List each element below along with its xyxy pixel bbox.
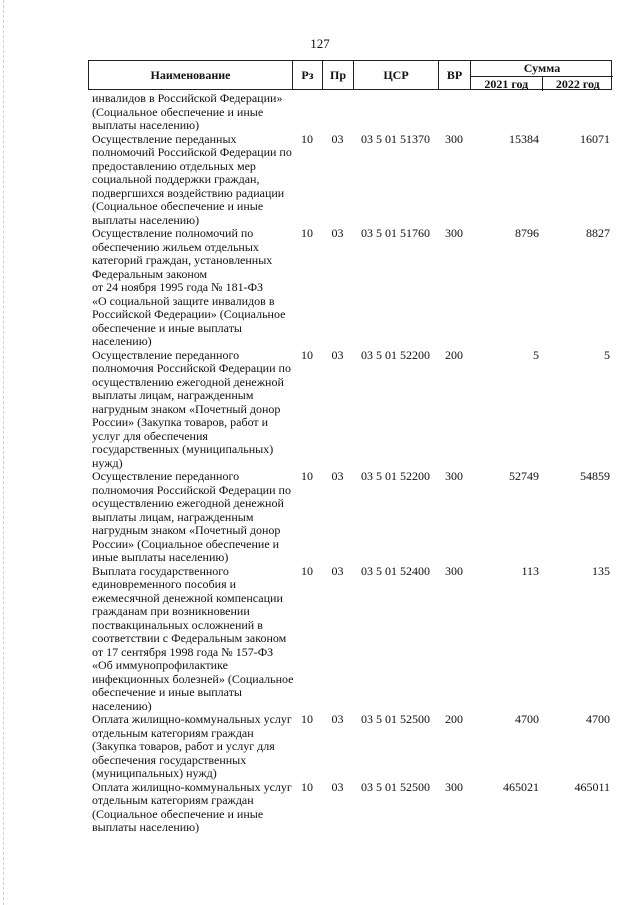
row-name-line: выплаты лицам, награжденным bbox=[92, 388, 254, 402]
row-sum-2021: 52749 bbox=[509, 469, 539, 483]
row-name-line: (муниципальных) нужд) bbox=[92, 766, 217, 780]
row-name-line: полномочия Российской Федерации по bbox=[92, 482, 291, 497]
row-name-line: гражданам при возникновении bbox=[92, 604, 250, 618]
row-name-line: выплаты населению) bbox=[92, 820, 200, 834]
table-row bbox=[92, 565, 612, 714]
table-body bbox=[92, 92, 612, 835]
row-name-line: «Об иммунопрофилактике bbox=[92, 658, 228, 672]
row-rz: 10 bbox=[301, 226, 313, 240]
row-name-line: населению) bbox=[92, 334, 152, 348]
row-name-line: полномочия Российской Федерации по bbox=[92, 361, 291, 375]
row-name-line: Осуществление переданного bbox=[92, 469, 240, 483]
row-vr: 200 bbox=[445, 347, 463, 362]
header-years bbox=[471, 77, 613, 91]
row-name-line: Осуществление переданных bbox=[92, 131, 237, 146]
row-csr: 03 5 01 52500 bbox=[361, 712, 430, 726]
row-name-line: отдельным категориям граждан bbox=[92, 793, 254, 807]
row-name-line: (Закупка товаров, работ и услуг для bbox=[92, 739, 275, 753]
row-name-line: обеспечение и иные выплаты bbox=[92, 685, 242, 699]
row-csr: 03 5 01 51370 bbox=[361, 131, 430, 146]
row-sum-2021: 8796 bbox=[515, 226, 539, 240]
row-name-line: от 17 сентября 1998 года № 157-ФЗ bbox=[92, 644, 274, 659]
row-name-line: Оплата жилищно-коммунальных услуг bbox=[92, 712, 292, 726]
row-rz: 10 bbox=[301, 712, 313, 726]
table-row bbox=[92, 133, 612, 228]
header-pr: Пр bbox=[323, 61, 354, 89]
row-sum-2021: 4700 bbox=[515, 712, 539, 726]
row-sum-2021: 5 bbox=[533, 347, 539, 362]
row-name-line: инвалидов в Российской Федерации» bbox=[92, 91, 283, 105]
row-sum-2022: 5 bbox=[604, 347, 610, 362]
row-pr: 03 bbox=[331, 779, 344, 794]
header-rz: Рз bbox=[293, 61, 323, 89]
row-name-line: услуг для обеспечения bbox=[92, 428, 208, 443]
row-vr: 300 bbox=[445, 131, 463, 146]
table-row bbox=[92, 470, 612, 565]
header-year-2022: 2022 год bbox=[542, 77, 614, 91]
row-name-line: государственных (муниципальных) bbox=[92, 442, 274, 456]
row-name-line: «О социальной защите инвалидов в bbox=[92, 293, 275, 308]
row-pr: 03 bbox=[331, 347, 344, 362]
row-name-line: нагрудным знаком «Почетный донор bbox=[92, 523, 281, 537]
row-rz: 10 bbox=[301, 779, 313, 794]
row-name-line: единовременного пособия и bbox=[92, 577, 237, 591]
row-name bbox=[92, 470, 292, 565]
row-name-line: инфекционных болезней» (Социальное bbox=[92, 671, 294, 686]
row-name-line: поствакцинальных осложнений в bbox=[92, 617, 263, 632]
row-vr: 200 bbox=[445, 712, 463, 726]
row-pr: 03 bbox=[331, 563, 344, 578]
row-name bbox=[92, 227, 292, 349]
table-row bbox=[92, 92, 612, 133]
table-row bbox=[92, 349, 612, 471]
row-name-line: Выплата государственного bbox=[92, 563, 229, 578]
row-name bbox=[92, 565, 292, 714]
row-name-line: обеспечение и иные выплаты bbox=[92, 320, 242, 335]
row-name-line: выплаты населению) bbox=[92, 212, 200, 227]
row-pr: 03 bbox=[331, 226, 344, 240]
header-year-2021: 2021 год bbox=[484, 77, 529, 91]
row-name bbox=[92, 781, 292, 835]
row-vr: 300 bbox=[445, 779, 463, 794]
row-pr: 03 bbox=[331, 712, 344, 726]
row-rz: 10 bbox=[301, 347, 313, 362]
row-sum-2022: 4700 bbox=[586, 712, 610, 726]
table-row bbox=[92, 713, 612, 781]
header-sum-group bbox=[471, 61, 613, 89]
row-name-line: подвергшихся воздействию радиации bbox=[92, 185, 285, 200]
row-name-line: (Социальное обеспечение и иные bbox=[92, 199, 264, 213]
row-name bbox=[92, 713, 292, 781]
row-name-line: отдельным категориям граждан bbox=[92, 725, 254, 740]
row-name-line: обеспечения государственных bbox=[92, 752, 247, 767]
row-name bbox=[92, 349, 292, 471]
row-name-line: Оплата жилищно-коммунальных услуг bbox=[92, 779, 292, 794]
row-name-line: Осуществление переданного bbox=[92, 347, 240, 362]
row-name-line: от 24 ноября 1995 года № 181-ФЗ bbox=[92, 280, 264, 294]
row-pr: 03 bbox=[331, 469, 344, 483]
row-rz: 10 bbox=[301, 131, 313, 146]
row-sum-2021: 113 bbox=[521, 563, 539, 578]
row-sum-2022: 8827 bbox=[586, 226, 610, 240]
row-name bbox=[92, 133, 292, 228]
row-name-line: России» (Социальное обеспечение и bbox=[92, 536, 280, 551]
header-name: Наименование bbox=[89, 61, 293, 89]
row-name-line: населению) bbox=[92, 698, 152, 713]
row-name-line: (Социальное обеспечение и иные bbox=[92, 806, 264, 821]
page-number: 127 bbox=[310, 36, 330, 51]
row-sum-2022: 135 bbox=[592, 563, 610, 578]
row-name-line: полномочий Российской Федерации по bbox=[92, 145, 292, 159]
header-sum: Сумма bbox=[471, 61, 613, 77]
header-csr: ЦСР bbox=[354, 61, 439, 89]
row-sum-2022: 465011 bbox=[574, 779, 610, 794]
row-name-line: Российской Федерации» (Социальное bbox=[92, 307, 286, 321]
row-vr: 300 bbox=[445, 226, 463, 240]
row-name-line: выплаты лицам, награжденным bbox=[92, 509, 254, 524]
row-csr: 03 5 01 52500 bbox=[361, 779, 430, 794]
row-name-line: (Социальное обеспечение и иные bbox=[92, 104, 264, 119]
row-name-line: иные выплаты населению) bbox=[92, 550, 229, 564]
row-csr: 03 5 01 52400 bbox=[361, 563, 430, 578]
row-name-line: выплаты населению) bbox=[92, 118, 200, 132]
row-pr: 03 bbox=[331, 131, 344, 146]
row-name-line: осуществлению ежегодной денежной bbox=[92, 496, 284, 510]
row-csr: 03 5 01 52200 bbox=[361, 347, 430, 362]
row-vr: 300 bbox=[445, 469, 463, 483]
row-name bbox=[92, 92, 292, 133]
row-vr: 300 bbox=[445, 563, 463, 578]
row-sum-2021: 15384 bbox=[509, 131, 539, 146]
row-name-line: ежемесячной денежной компенсации bbox=[92, 590, 283, 605]
row-rz: 10 bbox=[301, 469, 313, 483]
row-name-line: Федеральным законом bbox=[92, 266, 208, 281]
row-csr: 03 5 01 51760 bbox=[361, 226, 430, 240]
table-row bbox=[92, 781, 612, 835]
table-row bbox=[92, 227, 612, 349]
row-sum-2021: 465021 bbox=[503, 779, 539, 794]
row-name-line: осуществлению ежегодной денежной bbox=[92, 374, 284, 389]
row-name-line: нагрудным знаком «Почетный донор bbox=[92, 401, 281, 416]
row-sum-2022: 16071 bbox=[580, 131, 610, 146]
row-rz: 10 bbox=[301, 563, 313, 578]
row-name-line: обеспечению жильем отдельных bbox=[92, 239, 259, 254]
scan-margin-line bbox=[3, 0, 5, 905]
row-sum-2022: 54859 bbox=[580, 469, 610, 483]
row-name-line: России» (Закупка товаров, работ и bbox=[92, 415, 269, 429]
row-name-line: соответствии с Федеральным законом bbox=[92, 631, 287, 645]
row-name-line: Осуществление полномочий по bbox=[92, 226, 254, 240]
header-vr: ВР bbox=[439, 61, 471, 89]
row-csr: 03 5 01 52200 bbox=[361, 469, 430, 483]
table-header bbox=[88, 60, 612, 90]
row-name-line: предоставлению отдельных мер bbox=[92, 158, 256, 173]
row-name-line: нужд) bbox=[92, 455, 123, 470]
row-name-line: категорий граждан, установленных bbox=[92, 253, 273, 267]
row-name-line: социальной поддержки граждан, bbox=[92, 172, 260, 186]
